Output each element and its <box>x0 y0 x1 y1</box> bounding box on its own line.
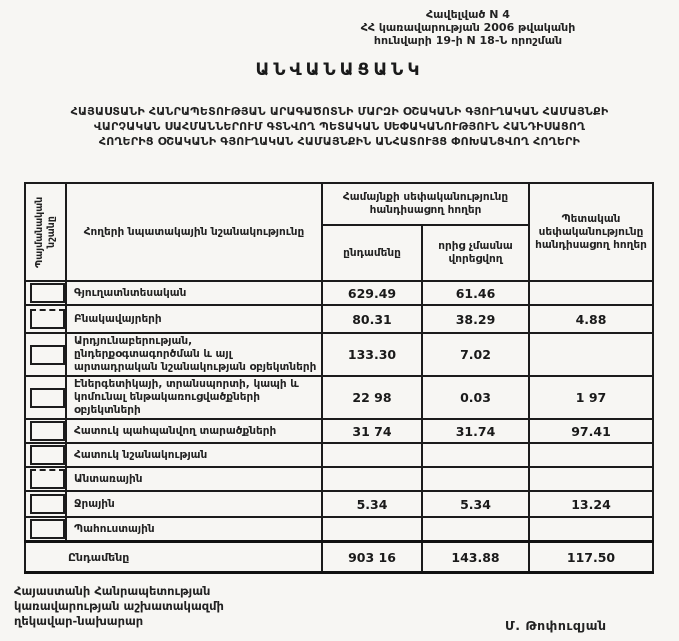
table-row <box>25 517 653 542</box>
legend-cell <box>25 333 66 376</box>
legend-cell <box>25 376 66 419</box>
annex-line-3: հունվարի 19-ի N 18-Ն որոշման <box>373 34 563 47</box>
table-row <box>25 467 653 491</box>
state-value: 1 97 <box>529 376 653 419</box>
legend-cell <box>25 281 66 305</box>
land-purpose-label: Հատուկ նշանակության <box>66 443 322 467</box>
table-row <box>25 281 653 305</box>
state-value <box>529 281 653 305</box>
legend-box <box>30 388 65 408</box>
nonprivatizable-value: 0.03 <box>422 376 529 419</box>
state-value <box>529 467 653 491</box>
signatory-line-3: ղեկավար-նախարար <box>14 614 144 628</box>
nonprivatizable-value <box>422 443 529 467</box>
totals-label: Ընդամենը <box>25 542 322 573</box>
col-header-state: Պետական սեփականությունը հանդիսացող հողեր <box>529 183 653 281</box>
community-total-value: 80.31 <box>322 305 422 333</box>
col-header-community-nonprivatizable: որից չմասնա վորեցվող <box>422 225 529 281</box>
land-purpose-label: Անտառային <box>66 467 322 491</box>
totals-row <box>25 542 653 573</box>
land-purpose-label: Պահուստային <box>66 517 322 542</box>
community-total-value: 5.34 <box>322 491 422 517</box>
totals-community-total: 903 16 <box>322 542 422 573</box>
legend-box <box>30 309 65 329</box>
state-value <box>529 517 653 542</box>
legend-box <box>30 469 65 489</box>
subtitle-line-2: ՎԱՐՉԱԿԱՆ ՍԱՀՄԱՆՆԵՐՈՒՄ ԳՏՆՎՈՂ ՊԵՏԱԿԱՆ ՍԵՓԱԿԱՆՈՒԹՅՈՒՆ ՀԱՆԴԻՍԱՑՈՂ <box>93 120 586 133</box>
signatory-line-1: Հայաստանի Հանրապետության <box>14 584 211 598</box>
community-total-value <box>322 467 422 491</box>
table-row <box>25 443 653 467</box>
legend-box <box>30 519 65 539</box>
community-total-value: 31 74 <box>322 419 422 443</box>
legend-box <box>30 283 65 303</box>
legend-cell <box>25 443 66 467</box>
land-purpose-label: Արդյունաբերության, ընդերքօգտագործման և այլ արտադրական նշանակության օբյեկտների <box>66 333 322 376</box>
state-value: 4.88 <box>529 305 653 333</box>
nonprivatizable-value <box>422 517 529 542</box>
nonprivatizable-value <box>422 467 529 491</box>
community-total-value: 629.49 <box>322 281 422 305</box>
subtitle-line-1: ՀԱՅԱՍՏԱՆԻ ՀԱՆՐԱՊԵՏՈՒԹՅԱՆ ԱՐԱԳԱԾՈՏՆԻ ՄԱՐԶԻ ՕՇԱԿԱՆԻ ԳՅՈՒՂԱԿԱՆ ՀԱՄԱՅՆՔԻ <box>70 105 609 118</box>
totals-state: 117.50 <box>529 542 653 573</box>
document-subtitle <box>0 104 679 149</box>
nonprivatizable-value: 31.74 <box>422 419 529 443</box>
community-total-value <box>322 443 422 467</box>
land-purpose-label: Էներգետիկայի, տրանսպորտի, կապի և կոմունալ ենթակառուցվածքների օբյեկտների <box>66 376 322 419</box>
table-row <box>25 305 653 333</box>
col-header-symbol <box>25 183 66 281</box>
legend-cell <box>25 467 66 491</box>
community-total-value: 22 98 <box>322 376 422 419</box>
state-value <box>529 443 653 467</box>
state-value: 13.24 <box>529 491 653 517</box>
legend-cell <box>25 305 66 333</box>
nonprivatizable-value: 7.02 <box>422 333 529 376</box>
col-header-symbol-label: Պայմանական նշանը <box>33 196 57 268</box>
col-header-community-total: ընդամենը <box>322 225 422 281</box>
annex-reference <box>273 8 663 47</box>
legend-cell <box>25 491 66 517</box>
col-header-community-group: Համայնքի սեփականությունը հանդիսացող հողեր <box>322 183 529 225</box>
table-row <box>25 376 653 419</box>
land-transfer-table <box>24 182 654 574</box>
legend-box <box>30 345 65 365</box>
nonprivatizable-value: 5.34 <box>422 491 529 517</box>
nonprivatizable-value: 61.46 <box>422 281 529 305</box>
state-value: 97.41 <box>529 419 653 443</box>
legend-box <box>30 494 65 514</box>
community-total-value: 133.30 <box>322 333 422 376</box>
page-title: ԱՆՎԱՆԱՑԱՆԿ <box>255 60 424 80</box>
signatory-line-2: կառավարության աշխատակազմի <box>14 599 224 613</box>
table-row <box>25 491 653 517</box>
table-row <box>25 419 653 443</box>
community-total-value <box>322 517 422 542</box>
legend-box <box>30 421 65 441</box>
land-purpose-label: Հատուկ պահպանվող տարածքների <box>66 419 322 443</box>
table-row <box>25 333 653 376</box>
col-header-purpose: Հողերի նպատակային նշանակությունը <box>66 183 322 281</box>
legend-box <box>30 445 65 465</box>
land-purpose-label: Ջրային <box>66 491 322 517</box>
signatory-title-block <box>14 584 224 629</box>
land-purpose-label: Բնակավայրերի <box>66 305 322 333</box>
state-value <box>529 333 653 376</box>
nonprivatizable-value: 38.29 <box>422 305 529 333</box>
legend-cell <box>25 419 66 443</box>
subtitle-line-3: ՀՈՂԵՐԻՑ ՕՇԱԿԱՆԻ ԳՅՈՒՂԱԿԱՆ ՀԱՄԱՅՆՔԻՆ ԱՆՀԱՏՈՒՅՑ ՓՈԽԱՆՑՎՈՂ ՀՈՂԵՐԻ <box>98 135 581 148</box>
signatory-name: Մ. Թոփուզյան <box>505 618 607 633</box>
totals-nonprivatizable: 143.88 <box>422 542 529 573</box>
legend-cell <box>25 517 66 542</box>
land-purpose-label: Գյուղատնտեսական <box>66 281 322 305</box>
annex-line-1: Հավելված N 4 <box>426 8 510 21</box>
annex-line-2: ՀՀ կառավարության 2006 թվականի <box>360 21 576 34</box>
